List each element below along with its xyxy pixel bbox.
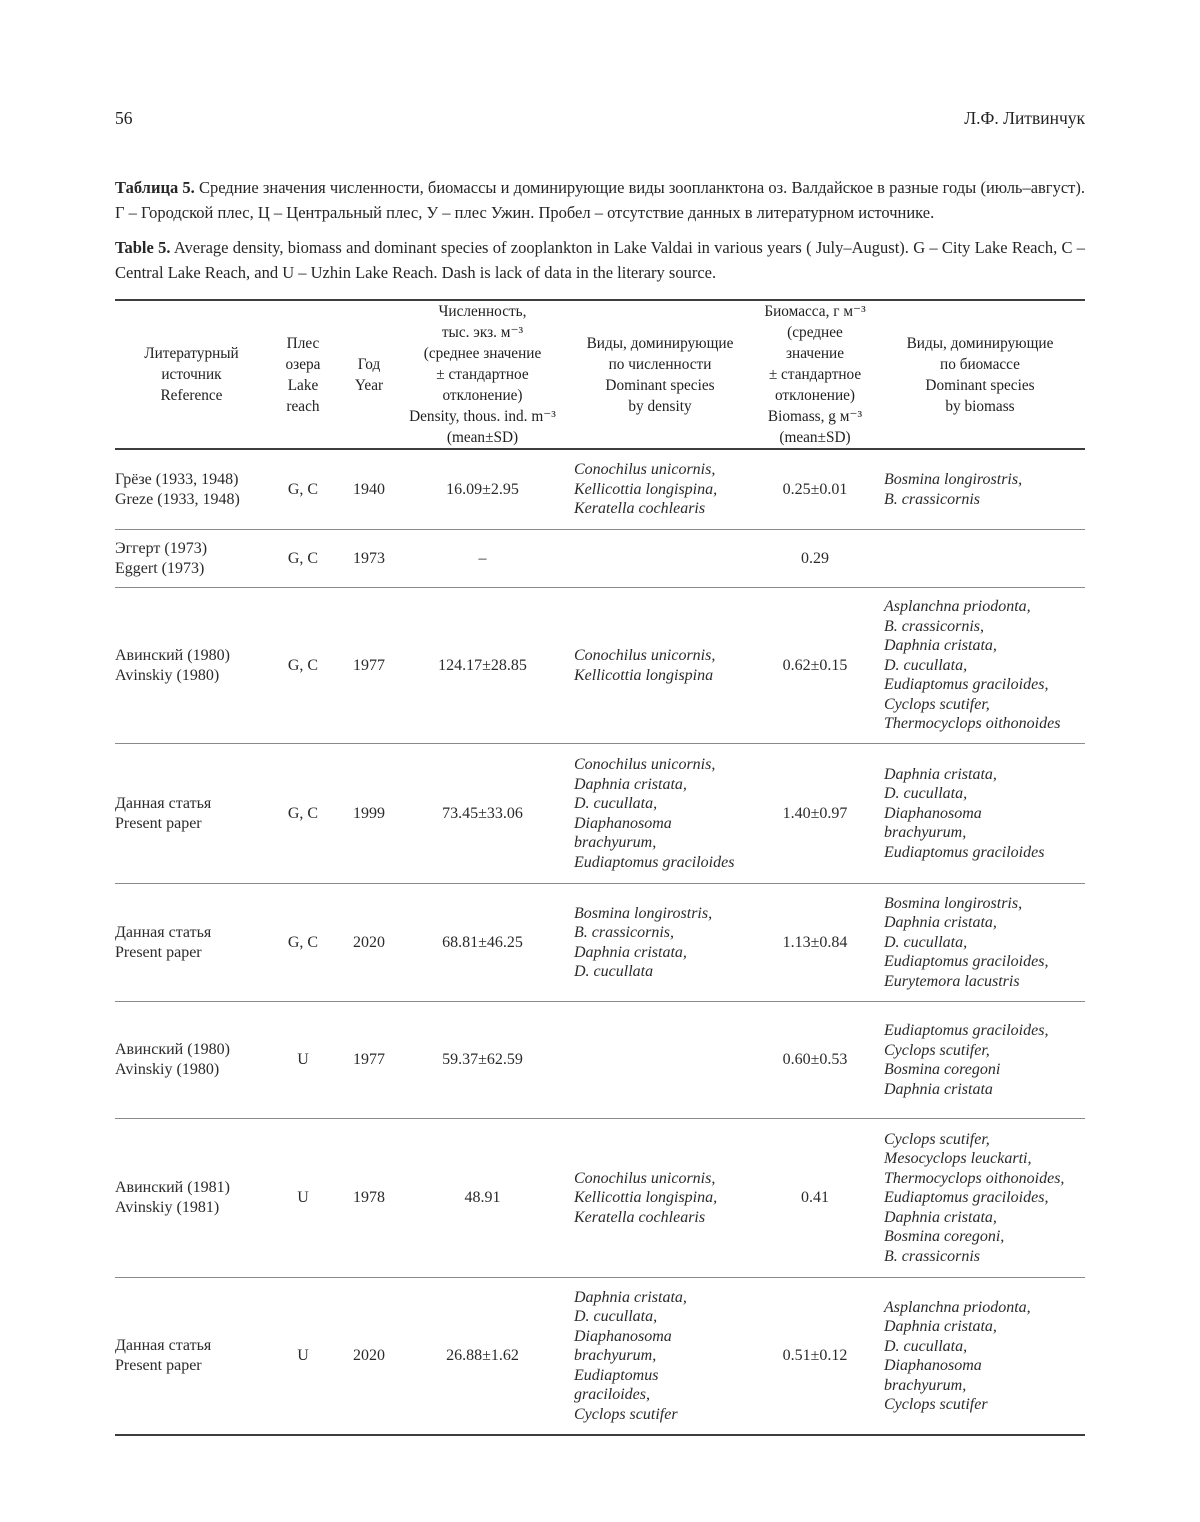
table-header-row [115, 301, 1085, 448]
table-caption-en-text: Average density, biomass and dominant species of zooplankton in Lake Valdai in various years ( July–August). G – City Lake Reach, C – Central Lake Reach, and U – Uzhin Lake Reach. Dash is lack of data in the literary source. [115, 238, 1085, 282]
header-species-by-density: Виды, доминирующие по численности Dominant species by density [586, 334, 734, 415]
header-year: Год Year [354, 355, 384, 394]
cell-species-by-density: Conochilus unicornis, Daphnia cristata, D. cucullata, Diaphanosoma brachyurum, Eudiaptomus graciloides [574, 756, 735, 871]
table-row [115, 1002, 1085, 1118]
cell-lake-reach: G, C [287, 656, 319, 674]
cell-lake-reach: G, C [287, 480, 319, 498]
cell-species-by-density: Conochilus unicornis, Kellicottia longispina, Keratella cochlearis [574, 461, 718, 518]
header-reference: Литературный источник Reference [144, 345, 239, 404]
table-row [115, 1278, 1085, 1434]
cell-density: 48.91 [464, 1189, 501, 1206]
table-row [115, 884, 1085, 1001]
cell-year: 2020 [353, 933, 385, 951]
cell-biomass: 0.60±0.53 [782, 1051, 848, 1068]
cell-reference: Авинский (1981) Avinskiy (1981) [115, 1179, 230, 1216]
cell-year: 1940 [353, 480, 385, 498]
cell-density: 68.81±46.25 [442, 933, 523, 951]
cell-biomass: 1.13±0.84 [782, 933, 848, 951]
header-species-by-biomass: Виды, доминирующие по биомассе Dominant species by biomass [906, 334, 1054, 415]
header-lake-reach: Плес озера Lake reach [285, 334, 321, 415]
cell-species-by-density: Conochilus unicornis, Kellicottia longispina [574, 647, 716, 684]
cell-lake-reach: U [297, 1051, 309, 1068]
data-table [115, 299, 1085, 1436]
cell-lake-reach: G, C [287, 933, 319, 951]
cell-species-by-density: Conochilus unicornis, Kellicottia longispina, Keratella cochlearis [574, 1169, 718, 1226]
cell-density: 59.37±62.59 [442, 1051, 523, 1068]
table-row [115, 530, 1085, 587]
cell-species-by-biomass: Bosmina longirostris, Daphnia cristata, D. cucullata, Eudiaptomus graciloides, Eurytemora lacustris [884, 894, 1049, 990]
header-biomass: Биомасса, г м⁻³ (среднее значение ± стандартное отклонение) Biomass, g м⁻³ (mean±SD) [764, 303, 866, 446]
cell-species-by-biomass: Daphnia cristata, D. cucullata, Diaphanosoma brachyurum, Eudiaptomus graciloides [884, 765, 1045, 861]
cell-reference: Авинский (1980) Avinskiy (1980) [115, 1041, 230, 1078]
cell-biomass: 0.51±0.12 [782, 1347, 848, 1364]
table-caption-ru-text: Средние значения численности, биомассы и доминирующие виды зоопланктона оз. Валдайское в разные годы (июль–август). Г – Городской плес, Ц – Центральный плес, У – плес Ужин. Пробел – отсутствие данных в литературном источнике. [115, 178, 1085, 222]
header-density: Численность, тыс. экз. м⁻³ (среднее значение ± стандартное отклонение) Density, thous. ind. m⁻³ (mean±SD) [409, 303, 556, 446]
page-number: 56 [115, 108, 133, 128]
cell-species-by-biomass: Bosmina longirostris, B. crassicornis [884, 471, 1023, 508]
cell-year: 1973 [353, 549, 385, 567]
cell-biomass: 0.41 [801, 1189, 829, 1206]
cell-lake-reach: U [297, 1347, 309, 1364]
cell-reference: Грёзе (1933, 1948) Greze (1933, 1948) [115, 470, 240, 508]
cell-biomass: 1.40±0.97 [782, 804, 848, 822]
cell-year: 1977 [353, 1051, 385, 1068]
cell-density: 26.88±1.62 [446, 1347, 519, 1364]
cell-year: 2020 [353, 1347, 385, 1364]
cell-species-by-density: Daphnia cristata, D. cucullata, Diaphanosoma brachyurum, Eudiaptomus graciloides, Cyclops scutifer [574, 1288, 687, 1423]
cell-biomass: 0.62±0.15 [782, 656, 848, 674]
cell-density: 16.09±2.95 [446, 480, 519, 498]
table-row [115, 450, 1085, 529]
table-row [115, 1119, 1085, 1277]
running-head [115, 108, 1085, 129]
cell-species-by-biomass: Asplanchna priodonta, Daphnia cristata, D. cucullata, Diaphanosoma brachyurum, Cyclops scutifer [884, 1298, 1031, 1413]
cell-species-by-density: Bosmina longirostris, B. crassicornis, Daphnia cristata, D. cucullata [574, 904, 713, 980]
cell-density: 124.17±28.85 [438, 656, 527, 674]
cell-reference: Данная статья Present paper [115, 794, 212, 832]
cell-biomass: 0.25±0.01 [782, 480, 848, 498]
author-name: Л.Ф. Литвинчук [964, 108, 1085, 128]
cell-year: 1999 [353, 804, 385, 822]
cell-year: 1977 [353, 656, 385, 674]
table-caption-en-label: Table 5. [115, 238, 171, 257]
cell-reference: Данная статья Present paper [115, 923, 212, 961]
cell-reference: Данная статья Present paper [115, 1337, 212, 1374]
table-row [115, 744, 1085, 883]
cell-species-by-biomass: Asplanchna priodonta, B. crassicornis, Daphnia cristata, D. cucullata, Eudiaptomus graciloides, Cyclops scutifer, Thermocyclops oithonoides [884, 598, 1061, 733]
table-caption-en [115, 235, 1085, 285]
cell-lake-reach: G, C [287, 549, 319, 567]
cell-density: – [478, 549, 487, 567]
table-caption-ru-label: Таблица 5. [115, 178, 195, 197]
cell-lake-reach: G, C [287, 804, 319, 822]
cell-year: 1978 [353, 1189, 385, 1206]
table-row [115, 588, 1085, 743]
cell-reference: Эггерт (1973) Eggert (1973) [115, 539, 208, 577]
cell-species-by-biomass: Eudiaptomus graciloides, Cyclops scutifer, Bosmina coregoni Daphnia cristata [884, 1022, 1049, 1098]
cell-biomass: 0.29 [801, 549, 829, 567]
cell-lake-reach: U [297, 1189, 309, 1206]
table-caption-ru [115, 175, 1085, 225]
cell-density: 73.45±33.06 [442, 804, 523, 822]
cell-species-by-biomass: Cyclops scutifer, Mesocyclops leuckarti, Thermocyclops oithonoides, Eudiaptomus graciloides, Daphnia cristata, Bosmina coregoni, B. crassicornis [884, 1130, 1065, 1265]
cell-reference: Авинский (1980) Avinskiy (1980) [115, 646, 230, 684]
table-bottom-rule [115, 1434, 1085, 1436]
